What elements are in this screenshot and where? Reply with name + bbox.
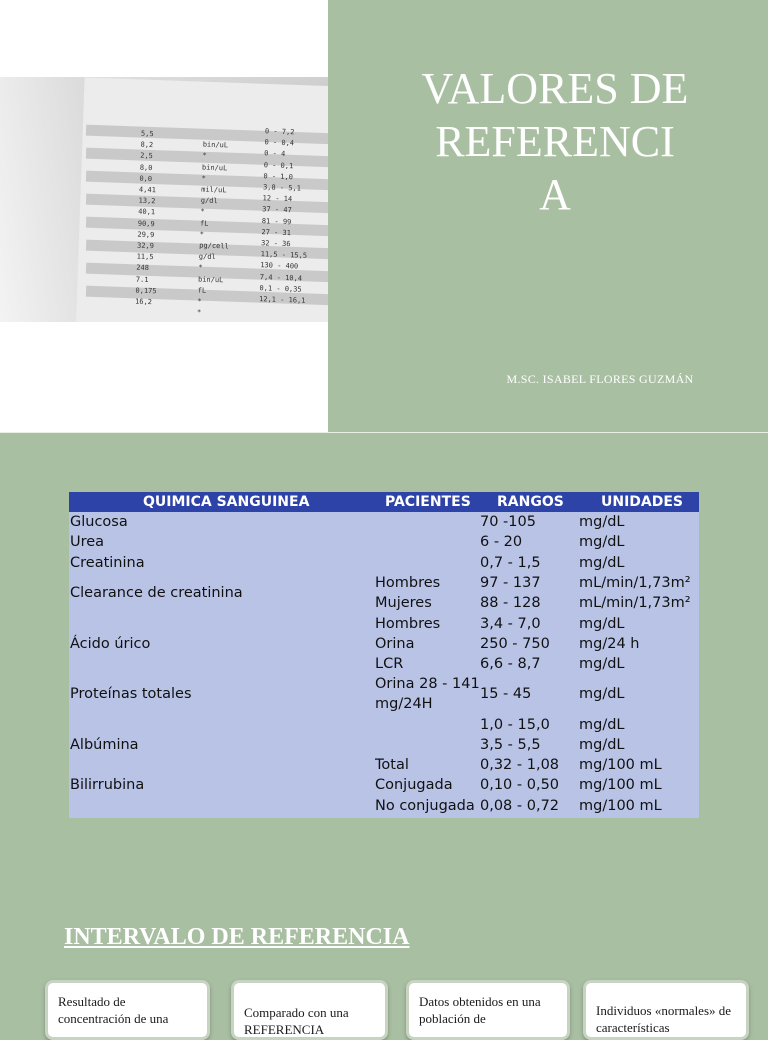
cell-range: 6,6 - 8,7 [480,656,541,673]
cell-unit: mg/100 mL [579,757,662,774]
flow-card [231,980,388,1040]
photo-ranges-column: 0 - 7,2 0 - 0,4 0 - 4 0 - 0,1 0 - 1,0 3,8 - 5,1 12 - 14 37 - 47 81 - 99 27 - 31 32 - 36 11,5 - 15,5 130 - 400 7,4 - 10,4 0,1 - 0,35 12,1 - 16,1 [258,127,308,305]
cell-unit: mg/dL [579,686,625,703]
cell-test [69,714,375,734]
cell-test: Proteínas totales [70,686,192,703]
header-rangos: RANGOS [480,492,579,512]
cell-patient [375,512,480,532]
cell-range: 250 - 750 [480,635,550,652]
table-row [69,755,699,775]
table-row [69,714,699,734]
section-title: INTERVALO DE REFERENCIA [64,924,410,950]
cell-unit: mg/dL [579,534,625,551]
cell-patient: No conjugada [375,797,475,814]
cell-unit: mg/dL [579,736,625,753]
lab-report-photo [0,77,328,322]
cell-test: Creatinina [70,554,145,571]
table-row [69,735,699,755]
photo-values-column: 5,5 8,2 2,5 8,0 0,0 4,41 13,2 40,1 90,9 29,9 32,9 11,5 248 7.1 0,175 16,2 [134,129,157,307]
cell-range: 88 - 128 [480,595,541,612]
cell-patient: Conjugada [375,777,453,794]
cell-range: 3,4 - 7,0 [480,615,541,632]
header-quimica: QUIMICA SANGUINEA [69,492,375,512]
cell-range: 6 - 20 [480,534,523,551]
cell-unit: mg/dL [579,716,625,733]
table-row [69,674,699,714]
slide-title-line: VALORES DE [421,64,689,113]
flow-card-text: Resultado de concentración de una [58,994,169,1026]
cell-unit: mg/dL [579,554,625,571]
cell-unit: mL/min/1,73m² [579,595,691,612]
cell-unit: mg/dL [579,514,625,531]
cell-unit: mg/24 h [579,635,640,652]
cell-range: 0,32 - 1,08 [480,757,560,774]
cell-unit: mg/100 mL [579,797,662,814]
cell-patient: Orina 28 - 141 mg/24H [375,676,480,713]
flow-card [406,980,570,1040]
table-header-row [69,492,699,512]
cell-unit: mL/min/1,73m² [579,575,691,592]
cell-test: Clearance de creatinina [70,585,243,602]
cell-test: Bilirrubina [70,777,145,794]
cell-patient: Mujeres [375,595,432,612]
table-row [69,553,699,573]
cell-range: 0,08 - 0,72 [480,797,560,814]
cell-patient: Hombres [375,615,441,632]
slide-title-line: REFERENCI [435,117,675,166]
table-row [69,532,699,552]
header-unidades: UNIDADES [579,492,699,512]
cell-test: Glucosa [70,514,128,531]
cell-patient [375,735,480,755]
photo-units-column: bin/uL * bin/uL * mil/uL g/dl * fL * pg/cell g/dl * bin/uL fL * * [196,129,229,317]
cell-range: 97 - 137 [480,575,541,592]
flow-card [45,980,210,1040]
cell-patient: Orina [375,635,415,652]
cell-patient: LCR [375,656,404,673]
table-row [69,512,699,532]
chemistry-table [69,492,699,816]
cell-patient [375,714,480,734]
author-name: M.SC. ISABEL FLORES GUZMÁN [506,372,694,386]
flow-card-text: Datos obtenidos en una población de [419,994,541,1026]
flow-card-text: Comparado con una REFERENCIA [244,1005,349,1037]
slide-divider [0,432,768,433]
cell-test: Ácido úrico [70,635,151,652]
cell-range: 0,7 - 1,5 [480,554,541,571]
slide-title-line: A [539,170,571,219]
cell-test: Urea [70,534,105,551]
cell-patient [375,532,480,552]
cell-unit: mg/100 mL [579,777,662,794]
cell-unit: mg/dL [579,656,625,673]
flow-card-text: Individuos «normales» de características [596,1003,732,1035]
title-slide [0,0,768,432]
slide-title [395,62,715,221]
cell-unit: mg/dL [579,615,625,632]
cell-range: 0,10 - 0,50 [480,777,560,794]
cell-range: 70 -105 [480,514,536,531]
header-pacientes: PACIENTES [375,492,480,512]
cell-patient: Total [375,757,409,774]
table-row [69,573,699,593]
flow-card [583,980,749,1040]
cell-test: Albúmina [70,736,139,753]
table-row [69,613,699,633]
cell-patient [375,553,480,573]
cell-range: 1,0 - 15,0 [480,716,550,733]
cell-patient: Hombres [375,575,441,592]
reference-values-table [69,492,699,818]
cell-range: 15 - 45 [480,686,532,703]
cell-range: 3,5 - 5,5 [480,736,541,753]
